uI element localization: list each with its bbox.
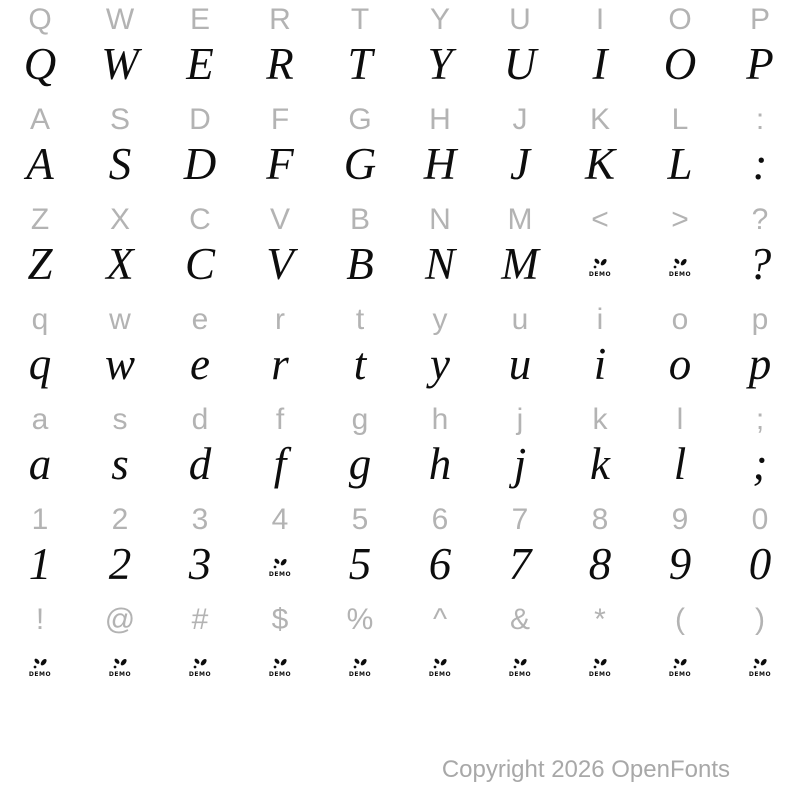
reference-character-label: 5 [351,503,369,536]
reference-character-label: ^ [432,603,448,636]
reference-character-label: q [31,303,49,336]
font-glyph: k [590,439,610,489]
font-glyph: 7 [508,539,532,589]
demo-placeholder-glyph [240,540,320,600]
font-glyph: F [266,139,294,189]
reference-character-label: 0 [751,503,769,536]
font-glyph: E [186,39,214,89]
font-glyph: g [348,439,372,489]
demo-placeholder-glyph [480,640,560,700]
reference-character-label: ( [675,603,685,636]
fleuron-icon [752,657,769,670]
demo-label: DEMO [588,671,612,678]
reference-character-label: E [189,3,210,36]
font-glyph: S [108,139,132,189]
reference-character-label: s [112,403,128,436]
reference-character-label: N [429,203,451,236]
reference-character-label: S [109,103,130,136]
font-glyph: u [508,339,532,389]
font-glyph: Y [427,39,453,89]
font-glyph-row [0,340,800,400]
reference-character-label: d [191,403,209,436]
reference-character-label: L [671,103,689,136]
font-glyph: d [188,439,212,489]
reference-character-label: y [432,303,448,336]
font-glyph: o [668,339,692,389]
font-glyph: 9 [668,539,692,589]
demo-placeholder-glyph [560,640,640,700]
specimen-row-group-7 [0,600,800,700]
specimen-row-group-4 [0,300,800,400]
font-glyph: B [346,239,374,289]
reference-character-label: < [591,203,609,236]
reference-character-label: X [109,203,130,236]
reference-character-label: 4 [271,503,289,536]
font-glyph-row [0,640,800,700]
demo-label: DEMO [348,671,372,678]
reference-character-label: > [671,203,689,236]
font-glyph: L [667,139,693,189]
font-glyph: 5 [348,539,372,589]
font-glyph: h [428,439,452,489]
reference-character-label: 2 [111,503,129,536]
demo-label: DEMO [668,671,692,678]
fleuron-icon [592,657,609,670]
demo-label: DEMO [268,571,292,578]
font-glyph: e [190,339,210,389]
font-glyph: G [343,139,377,189]
reference-character-label: # [191,603,209,636]
font-glyph: M [501,239,539,289]
reference-character-label: H [429,103,451,136]
reference-character-label: $ [271,603,289,636]
demo-label: DEMO [268,671,292,678]
reference-character-label: w [109,303,131,336]
font-glyph: l [673,439,687,489]
specimen-row-group-5 [0,400,800,500]
reference-character-label: g [351,403,369,436]
font-glyph-row [0,540,800,600]
font-glyph: N [424,239,455,289]
font-glyph: Q [23,39,57,89]
reference-character-label: @ [104,603,136,636]
font-glyph: p [748,339,772,389]
reference-character-label: ! [35,603,45,636]
fleuron-icon [592,257,609,270]
reference-character-label: p [751,303,769,336]
reference-character-label: i [596,303,604,336]
font-glyph: r [271,339,289,389]
reference-character-label: B [349,203,370,236]
demo-label: DEMO [508,671,532,678]
demo-label: DEMO [588,271,612,278]
font-glyph: 8 [588,539,612,589]
demo-label: DEMO [108,671,132,678]
reference-character-label: R [269,3,291,36]
font-glyph: I [592,39,608,89]
demo-placeholder-glyph [80,640,160,700]
font-glyph: 0 [748,539,772,589]
demo-label: DEMO [668,271,692,278]
reference-character-label: 3 [191,503,209,536]
font-glyph: 2 [108,539,132,589]
fleuron-icon [352,657,369,670]
font-glyph: 6 [428,539,452,589]
reference-character-label: 7 [511,503,529,536]
demo-placeholder-glyph [640,240,720,300]
demo-placeholder-glyph [400,640,480,700]
reference-character-label: Z [30,203,50,236]
reference-character-label: 6 [431,503,449,536]
reference-character-label: D [189,103,211,136]
fleuron-icon [272,657,289,670]
specimen-row-group-1 [0,0,800,100]
reference-character-label: G [348,103,372,136]
reference-label-row [0,600,800,640]
demo-placeholder-glyph [160,640,240,700]
font-glyph: y [430,339,450,389]
reference-character-label: J [512,103,528,136]
reference-character-label: ) [755,603,765,636]
reference-character-label: C [189,203,211,236]
font-glyph: 1 [28,539,52,589]
reference-character-label: h [431,403,449,436]
fleuron-icon [112,657,129,670]
reference-character-label: : [755,103,765,136]
reference-character-label: f [275,403,285,436]
reference-character-label: % [346,603,374,636]
font-glyph: ; [752,439,768,489]
fleuron-icon [672,657,689,670]
reference-character-label: * [594,603,606,636]
specimen-row-group-3 [0,200,800,300]
reference-character-label: Q [28,3,52,36]
reference-character-label: t [355,303,365,336]
reference-character-label: T [350,3,370,36]
fleuron-icon [672,257,689,270]
font-glyph: H [423,139,457,189]
font-glyph: t [353,339,367,389]
reference-label-row [0,500,800,540]
reference-character-label: Y [429,3,450,36]
demo-placeholder-glyph [320,640,400,700]
reference-character-label: 1 [31,503,49,536]
reference-character-label: l [676,403,684,436]
reference-character-label: M [507,203,533,236]
reference-label-row [0,100,800,140]
reference-character-label: 9 [671,503,689,536]
copyright-text: Copyright 2026 OpenFonts [441,756,730,783]
reference-character-label: P [749,3,770,36]
font-glyph: T [347,39,373,89]
fleuron-icon [32,657,49,670]
font-glyph: K [584,139,615,189]
reference-character-label: k [592,403,608,436]
fleuron-icon [192,657,209,670]
demo-placeholder-glyph [640,640,720,700]
font-glyph: : [752,139,768,189]
demo-label: DEMO [28,671,52,678]
demo-label: DEMO [428,671,452,678]
font-glyph-row [0,140,800,200]
reference-label-row [0,200,800,240]
reference-character-label: V [269,203,290,236]
demo-label: DEMO [748,671,772,678]
font-glyph: J [510,139,530,189]
reference-character-label: F [270,103,290,136]
reference-label-row [0,0,800,40]
font-glyph: W [101,39,139,89]
specimen-row-group-6 [0,500,800,600]
reference-character-label: I [595,3,605,36]
fleuron-icon [432,657,449,670]
font-glyph: ? [748,239,772,289]
font-glyph: P [746,39,774,89]
font-glyph: i [593,339,607,389]
demo-placeholder-glyph [240,640,320,700]
font-glyph: U [503,39,537,89]
font-glyph: D [183,139,217,189]
reference-character-label: & [509,603,530,636]
reference-label-row [0,300,800,340]
font-glyph: a [28,439,52,489]
demo-label: DEMO [188,671,212,678]
font-glyph-row [0,240,800,300]
font-glyph: s [111,439,129,489]
reference-character-label: ; [755,403,765,436]
font-glyph-row [0,440,800,500]
font-glyph: X [106,239,134,289]
font-glyph: Z [27,239,53,289]
reference-character-label: j [516,403,524,436]
fleuron-icon [512,657,529,670]
font-glyph: O [663,39,697,89]
reference-character-label: a [31,403,49,436]
reference-character-label: e [191,303,209,336]
font-glyph: j [513,439,527,489]
demo-placeholder-glyph [560,240,640,300]
font-glyph-row [0,40,800,100]
reference-character-label: r [275,303,285,336]
font-glyph: A [26,139,54,189]
font-glyph: V [266,239,294,289]
demo-placeholder-glyph [0,640,80,700]
fleuron-icon [272,557,289,570]
font-glyph: C [184,239,215,289]
reference-character-label: K [589,103,610,136]
reference-character-label: U [509,3,531,36]
reference-character-label: o [671,303,689,336]
reference-character-label: ? [751,203,769,236]
specimen-row-group-2 [0,100,800,200]
reference-label-row [0,400,800,440]
font-glyph: q [28,339,52,389]
font-glyph: 3 [188,539,212,589]
reference-character-label: O [668,3,692,36]
font-glyph: R [266,39,294,89]
reference-character-label: W [105,3,135,36]
reference-character-label: 8 [591,503,609,536]
reference-character-label: u [511,303,529,336]
demo-placeholder-glyph [720,640,800,700]
font-glyph: f [273,439,287,489]
font-glyph: w [104,339,135,389]
reference-character-label: A [29,103,50,136]
